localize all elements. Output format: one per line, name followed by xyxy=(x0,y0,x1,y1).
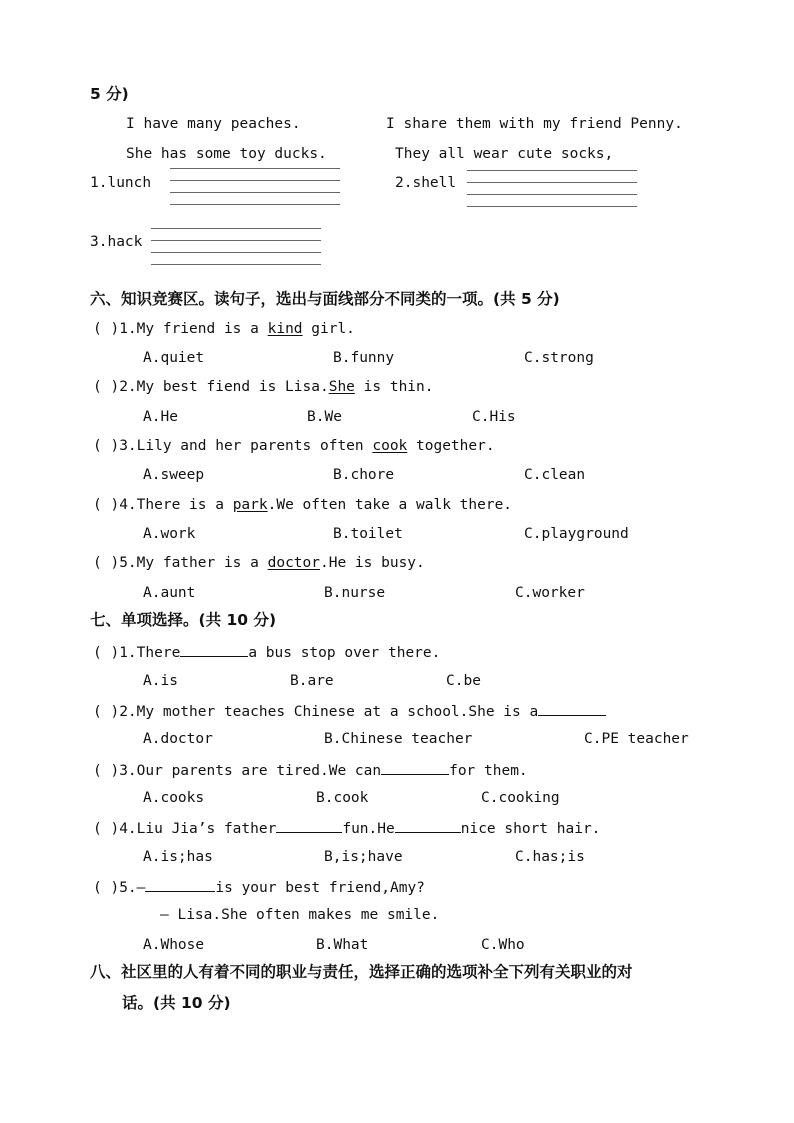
option-a[interactable]: A.is;has xyxy=(143,849,213,865)
option-c[interactable]: C.cooking xyxy=(481,790,560,806)
fill-blank[interactable] xyxy=(180,642,248,657)
option-b[interactable]: B.chore xyxy=(333,467,395,483)
sentence-4: They all wear cute socks, xyxy=(395,146,614,162)
sec6-question-4: ( )4.There is a park.We often take a walk there. xyxy=(93,497,513,513)
word-2: 2.shell xyxy=(395,175,457,191)
option-b[interactable]: B.Chinese teacher xyxy=(324,731,473,747)
sec7-question-4: ( )4.Liu Jia’s father fun.He nice short hair. xyxy=(93,818,600,838)
writing-lines-2[interactable] xyxy=(467,170,637,208)
sec6-question-5: ( )5.My father is a doctor.He is busy. xyxy=(93,555,425,571)
underlined-word: kind xyxy=(267,321,303,337)
fill-blank[interactable] xyxy=(276,818,342,833)
option-c[interactable]: C.clean xyxy=(524,467,586,483)
option-c[interactable]: C.worker xyxy=(515,585,585,601)
answer-bracket[interactable]: ( )5. xyxy=(93,880,137,896)
answer-bracket[interactable]: ( )1. xyxy=(93,321,137,337)
option-a[interactable]: A.Whose xyxy=(143,937,205,953)
option-c[interactable]: C.has;is xyxy=(515,849,585,865)
underlined-word: She xyxy=(328,379,355,395)
option-c[interactable]: C.Who xyxy=(481,937,525,953)
option-a[interactable]: A.aunt xyxy=(143,585,196,601)
answer-bracket[interactable]: ( )5. xyxy=(93,555,137,571)
answer-bracket[interactable]: ( )2. xyxy=(93,379,137,395)
writing-lines-3[interactable] xyxy=(151,228,321,266)
option-b[interactable]: B.What xyxy=(316,937,369,953)
section8-title-line1: 八、社区里的人有着不同的职业与责任，选择正确的选项补全下列有关职业的对 xyxy=(90,963,633,981)
answer-bracket[interactable]: ( )3. xyxy=(93,763,137,779)
fill-blank[interactable] xyxy=(395,818,461,833)
word-3: 3.hack xyxy=(90,234,143,250)
option-c[interactable]: C.strong xyxy=(524,350,594,366)
option-a[interactable]: A.sweep xyxy=(143,467,205,483)
fill-blank[interactable] xyxy=(145,877,215,892)
sec7-question-2: ( )2.My mother teaches Chinese at a school.She is a xyxy=(93,701,606,721)
answer-bracket[interactable]: ( )4. xyxy=(93,821,137,837)
option-b[interactable]: B.nurse xyxy=(324,585,386,601)
option-a[interactable]: A.quiet xyxy=(143,350,205,366)
option-b[interactable]: B.cook xyxy=(316,790,369,806)
answer-bracket[interactable]: ( )1. xyxy=(93,645,137,661)
section6-title: 六、知识竞赛区。读句子，选出与面线部分不同类的一项。(共 5 分) xyxy=(90,290,560,308)
sec7-question-5: ( )5.— is your best friend,Amy? xyxy=(93,877,425,897)
option-c[interactable]: C.be xyxy=(446,673,481,689)
option-a[interactable]: A.work xyxy=(143,526,196,542)
sentence-3: She has some toy ducks. xyxy=(126,146,327,162)
sec7-question-1: ( )1.There a bus stop over there. xyxy=(93,642,440,662)
sec6-question-3: ( )3.Lily and her parents often cook together. xyxy=(93,438,495,454)
option-c[interactable]: C.playground xyxy=(524,526,629,542)
fill-blank[interactable] xyxy=(538,701,606,716)
dialogue-answer-line: — Lisa.She often makes me smile. xyxy=(160,907,440,923)
section5-score: 5 分) xyxy=(90,85,129,103)
sentence-1: I have many peaches. xyxy=(126,116,301,132)
option-a[interactable]: A.doctor xyxy=(143,731,213,747)
underlined-word: cook xyxy=(372,438,408,454)
option-c[interactable]: C.PE teacher xyxy=(584,731,689,747)
writing-lines-1[interactable] xyxy=(170,168,340,206)
sec6-question-1: ( )1.My friend is a kind girl. xyxy=(93,321,355,337)
option-b[interactable]: B,is;have xyxy=(324,849,403,865)
answer-bracket[interactable]: ( )4. xyxy=(93,497,137,513)
answer-bracket[interactable]: ( )2. xyxy=(93,704,137,720)
section7-title: 七、单项选择。(共 10 分) xyxy=(90,611,277,629)
sec6-question-2: ( )2.My best fiend is Lisa.She is thin. xyxy=(93,379,434,395)
option-b[interactable]: B.funny xyxy=(333,350,395,366)
underlined-word: doctor xyxy=(267,555,320,571)
section8-title-line2: 话。(共 10 分) xyxy=(122,994,231,1012)
option-a[interactable]: A.is xyxy=(143,673,178,689)
option-c[interactable]: C.His xyxy=(472,409,516,425)
option-a[interactable]: A.cooks xyxy=(143,790,205,806)
sentence-2: I share them with my friend Penny. xyxy=(386,116,683,132)
word-1: 1.lunch xyxy=(90,175,152,191)
underlined-word: park xyxy=(232,497,268,513)
sec7-question-3: ( )3.Our parents are tired.We can for them. xyxy=(93,760,528,780)
answer-bracket[interactable]: ( )3. xyxy=(93,438,137,454)
option-b[interactable]: B.toilet xyxy=(333,526,403,542)
fill-blank[interactable] xyxy=(381,760,449,775)
option-b[interactable]: B.are xyxy=(290,673,334,689)
option-b[interactable]: B.We xyxy=(307,409,342,425)
option-a[interactable]: A.He xyxy=(143,409,178,425)
